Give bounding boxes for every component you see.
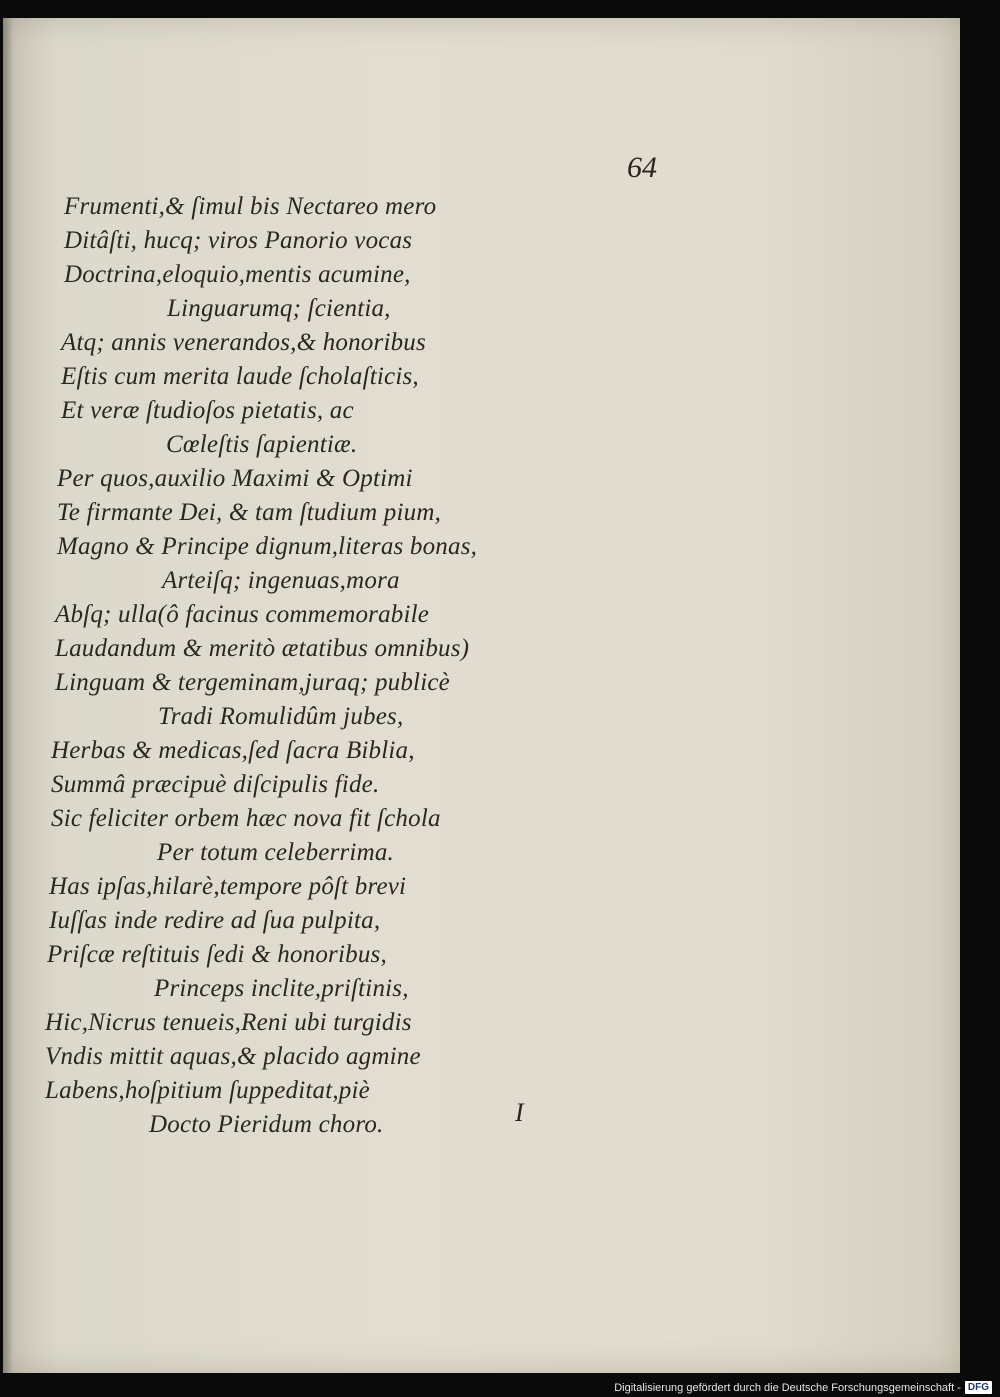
book-page [3, 18, 960, 1373]
verse-line: Abſq; ulla(ô facinus commemorabile [55, 601, 430, 628]
verse-line: Magno & Principe dignum,literas bonas, [57, 533, 478, 560]
digitization-credit [614, 1381, 992, 1394]
verse-line: Eſtis cum merita laude ſcholaſticis, [61, 363, 419, 390]
verse-line: Sic feliciter orbem hæc nova fit ſchola [51, 805, 441, 832]
verse-line: Tradi Romulidûm jubes, [158, 703, 404, 730]
verse-line: Hic,Nicrus tenueis,Reni ubi turgidis [45, 1009, 412, 1036]
verse-line: Vndis mittit aquas,& placido agmine [45, 1043, 421, 1070]
verse-line: Atq; annis venerandos,& honoribus [61, 329, 426, 356]
verse-line: Linguam & tergeminam,juraq; publicè [55, 669, 450, 696]
verse-line: Cœleſtis ſapientiæ. [166, 431, 358, 458]
verse-line: Te firmante Dei, & tam ſtudium pium, [57, 499, 442, 526]
verse-line: Frumenti,& ſimul bis Nectareo mero [64, 193, 437, 220]
verse-line: Docto Pieridum choro. [149, 1111, 384, 1138]
verse-line: Iuſſas inde redire ad ſua pulpita, [49, 907, 381, 934]
verse-line: Priſcæ reſtituis ſedi & honoribus, [47, 941, 387, 968]
verse-line: Arteiſq; ingenuas,mora [162, 567, 400, 594]
verse-line: Doctrina,eloquio,mentis acumine, [64, 261, 411, 288]
verse-line: Linguarumq; ſcientia, [167, 295, 391, 322]
verse-line: Summâ præcipuè diſcipulis fide. [51, 771, 380, 798]
signature-mark: I [515, 1098, 524, 1127]
verse-line: Herbas & medicas,ſed ſacra Biblia, [51, 737, 415, 764]
credit-text: Digitalisierung gefördert durch die Deutsche Forschungsgemeinschaft - [614, 1381, 961, 1394]
page-number: 64 [627, 151, 657, 184]
dfg-logo-icon: DFG [965, 1381, 992, 1394]
verse-line: Has ipſas,hilarè,tempore pôſt brevi [49, 873, 407, 900]
verse-line: Labens,hoſpitium ſuppeditat,piè [45, 1077, 370, 1104]
verse-line: Et veræ ſtudioſos pietatis, ac [61, 397, 354, 424]
verse-line: Ditâſti, hucq; viros Panorio vocas [64, 227, 413, 254]
verse-line: Princeps inclite,priſtinis, [154, 975, 409, 1002]
verse-line: Laudandum & meritò ætatibus omnibus) [55, 635, 470, 662]
verse-line: Per quos,auxilio Maximi & Optimi [57, 465, 413, 492]
verse-line: Per totum celeberrima. [157, 839, 394, 866]
